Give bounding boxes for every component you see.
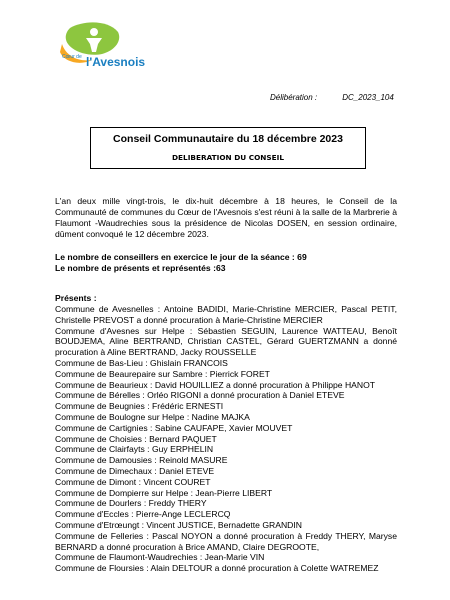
present-represented-count: Le nombre de présents et représentés :63 xyxy=(55,263,226,273)
list-item: Commune de Felleries : Pascal NOYON a donné procuration à Freddy THERY, Maryse BERNARD a donné procuration à Brice AMAND, Claire DEGROOTE, xyxy=(55,530,397,552)
reference-value: DC_2023_104 xyxy=(342,93,394,102)
list-item: Commune de Clairfayts : Guy ERPHELIN xyxy=(55,444,214,455)
logo-figure-head xyxy=(90,28,98,36)
intro-paragraph: L'an deux mille vingt-trois, le dix-huit décembre à 18 heures, le Conseil de la Communauté de communes du Cœur de l'Avesnois s'est réuni à la salle de la Marbrerie à Flaumont -Waudrechies sous la présidence de Nicolas DOSEN, en session ordinaire, dûment convoqué le 12 décembre 2023. xyxy=(55,196,397,239)
list-item: Commune de Beaurieux : David HOUILLIEZ a donné procuration à Philippe HANOT xyxy=(55,379,376,390)
list-item: Commune d'Avesnes sur Helpe : Sébastien SEGUIN, Laurence WATTEAU, Benoît BOUDJEMA, Aline BERTRAND, Christian CASTEL, Gérard GUERTZMANN a donné procuration à Aline BERTRAND, Jacky ROUSSELLE xyxy=(55,325,397,358)
logo-main-text: l'Avesnois xyxy=(86,55,146,68)
list-item: Commune d'Eccles : Pierre-Ange LECLERCQ xyxy=(55,509,231,520)
list-item: Commune de Beaurepaire sur Sambre : Pierrick FORET xyxy=(55,368,270,379)
cœur-de-l-avesnois-logo xyxy=(56,22,152,68)
list-item: Commune de Dimont : Vincent COURET xyxy=(55,476,211,487)
page-subtitle: DELIBERATION DU CONSEIL xyxy=(172,153,284,162)
title-box xyxy=(90,127,366,169)
list-item: Commune de Bérelles : Orléo RIGONI a donné procuration à Daniel ETEVE xyxy=(55,390,345,401)
list-item: Commune de Dompierre sur Helpe : Jean-Pierre LIBERT xyxy=(55,487,273,498)
list-item: Commune de Dimechaux : Daniel ETEVE xyxy=(55,465,215,476)
list-item: Commune de Beugnies : Frédéric ERNESTI xyxy=(55,401,224,412)
page-title: Conseil Communautaire du 18 décembre 2023 xyxy=(113,133,343,145)
list-item: Commune d'Etrœungt : Vincent JUSTICE, Bernadette GRANDIN xyxy=(55,519,302,530)
list-item: Commune de Avesnelles : Antoine BADIDI, Marie-Christine MERCIER, Pascal PETIT, Christelle PREVOST a donné procuration à Marie-Christine MERCIER xyxy=(55,304,397,325)
list-item: Commune de Cartignies : Sabine CAUFAPE, Xavier MOUVET xyxy=(55,422,293,433)
list-item: Commune de Boulogne sur Helpe : Nadine MAJKA xyxy=(55,411,250,422)
list-item: Commune de Choisies : Bernard PAQUET xyxy=(55,433,217,444)
list-item: Commune de Flaumont-Waudrechies : Jean-Marie VIN xyxy=(55,552,265,563)
list-item: Commune de Damousies : Reinold MASURE xyxy=(55,455,228,466)
list-item: Commune de Floursies : Alain DELTOUR a donné procuration à Colette WATREMEZ xyxy=(55,563,379,574)
reference-label: Délibération : xyxy=(270,93,318,102)
councillors-in-office: Le nombre de conseillers en exercice le jour de la séance : 69 xyxy=(55,252,307,262)
presents-list xyxy=(55,304,397,574)
list-item: Commune de Dourlers : Freddy THERY xyxy=(55,498,207,509)
logo-small-text: Cœur de xyxy=(62,54,82,60)
attendance-stats xyxy=(55,252,307,274)
deliberation-reference xyxy=(270,93,394,102)
list-item: Commune de Bas-Lieu : Ghislain FRANCOIS xyxy=(55,357,228,368)
presents-heading: Présents : xyxy=(55,293,97,303)
